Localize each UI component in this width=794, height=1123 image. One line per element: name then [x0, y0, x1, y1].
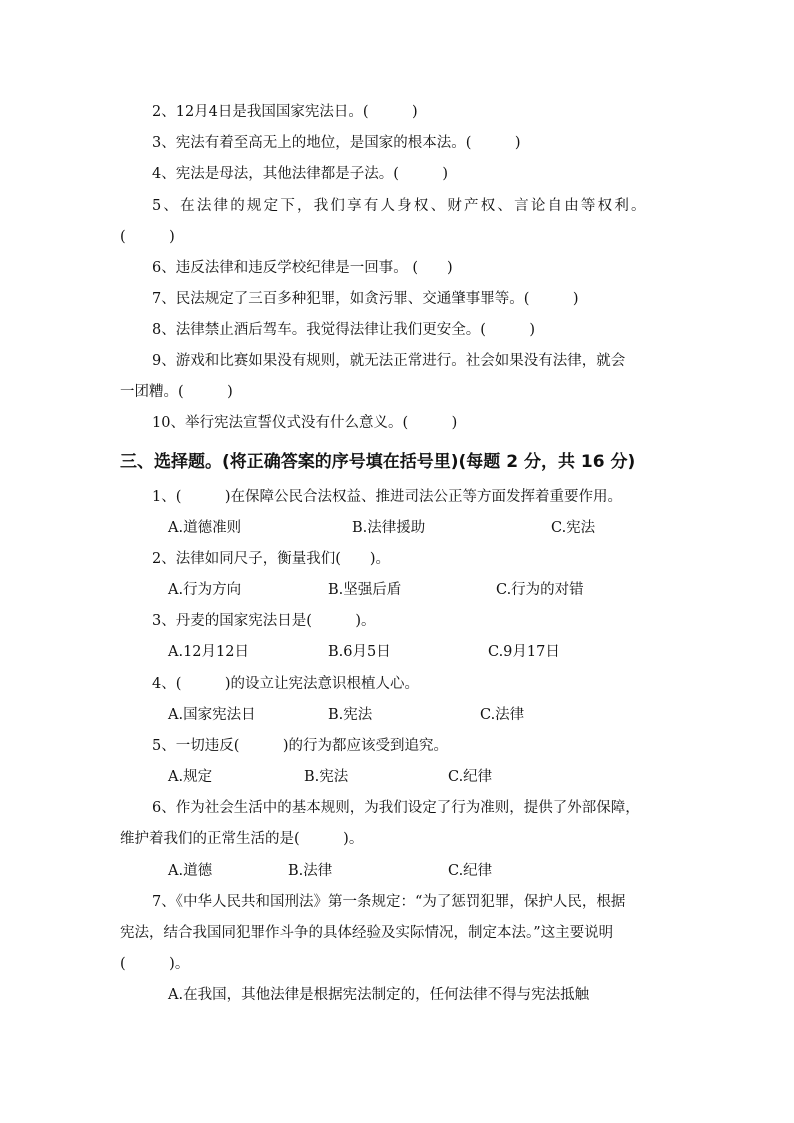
choice-q4-option-c: C.法律: [480, 707, 525, 723]
judgement-q2: 2、12月4日是我国国家宪法日。( ): [152, 104, 418, 120]
choice-q2-option-b: B.坚强后盾: [328, 582, 402, 598]
choice-q7-stem-line2: 宪法，结合我国同犯罪作斗争的具体经验及实际情况，制定本法。”这主要说明: [120, 925, 614, 941]
judgement-q5-line2: ( ): [120, 229, 175, 245]
judgement-q8: 8、法律禁止酒后驾车。我觉得法律让我们更安全。( ): [152, 322, 536, 338]
judgement-q6: 6、违反法律和违反学校纪律是一回事。 ( ): [152, 260, 453, 276]
judgement-q10: 10、举行宪法宣誓仪式没有什么意义。( ): [152, 415, 458, 431]
choice-q4-stem: 4、( )的设立让宪法意识根植人心。: [152, 676, 420, 692]
choice-q2-option-c: C.行为的对错: [496, 582, 584, 598]
choice-q7-stem-line1: 7、《中华人民共和国刑法》第一条规定：“为了惩罚犯罪，保护人民，根据: [152, 894, 626, 910]
choice-q4-option-b: B.宪法: [328, 707, 373, 723]
section3-title: 三、选择题。(将正确答案的序号填在括号里)(每题 2 分，共 16 分): [120, 452, 636, 472]
choice-q1-option-a: A.道德准则: [168, 520, 242, 536]
choice-q5-option-a: A.规定: [168, 769, 213, 785]
choice-q3-stem: 3、丹麦的国家宪法日是( )。: [152, 613, 376, 629]
choice-q3-option-b: B.6月5日: [328, 644, 391, 660]
choice-q6-option-c: C.纪律: [448, 863, 493, 879]
choice-q1-option-b: B.法律援助: [352, 520, 426, 536]
judgement-q4: 4、宪法是母法，其他法律都是子法。( ): [152, 166, 449, 182]
choice-q7-stem-line3: ( )。: [120, 956, 190, 972]
choice-q6-stem-line2: 维护着我们的正常生活的是( )。: [120, 831, 364, 847]
judgement-q3: 3、宪法有着至高无上的地位，是国家的根本法。( ): [152, 135, 521, 151]
choice-q6-stem-line1: 6、作为社会生活中的基本规则，为我们设定了行为准则，提供了外部保障，: [152, 800, 640, 816]
choice-q2-stem: 2、法律如同尺子，衡量我们( )。: [152, 551, 391, 567]
choice-q7-option-a: A.在我国，其他法律是根据宪法制定的，任何法律不得与宪法抵触: [168, 987, 590, 1003]
choice-q5-option-b: B.宪法: [304, 769, 349, 785]
choice-q1-stem: 1、( )在保障公民合法权益、推进司法公正等方面发挥着重要作用。: [152, 489, 623, 505]
choice-q5-stem: 5、一切违反( )的行为都应该受到追究。: [152, 738, 449, 754]
judgement-q5-line1: 5、在法律的规定下，我们享有人身权、财产权、言论自由等权利。: [152, 198, 648, 214]
choice-q4-option-a: A.国家宪法日: [168, 707, 256, 723]
choice-q6-option-b: B.法律: [288, 863, 333, 879]
choice-q5-option-c: C.纪律: [448, 769, 493, 785]
judgement-q9-line2: 一团糟。( ): [120, 384, 233, 400]
judgement-q7: 7、民法规定了三百多种犯罪，如贪污罪、交通肇事罪等。( ): [152, 291, 579, 307]
choice-q2-option-a: A.行为方向: [168, 582, 242, 598]
choice-q3-option-a: A.12月12日: [168, 644, 249, 660]
choice-q1-option-c: C.宪法: [551, 520, 596, 536]
judgement-q9-line1: 9、游戏和比赛如果没有规则，就无法正常进行。社会如果没有法律，就会: [152, 353, 626, 369]
choice-q6-option-a: A.道德: [168, 863, 213, 879]
choice-q3-option-c: C.9月17日: [488, 644, 560, 660]
